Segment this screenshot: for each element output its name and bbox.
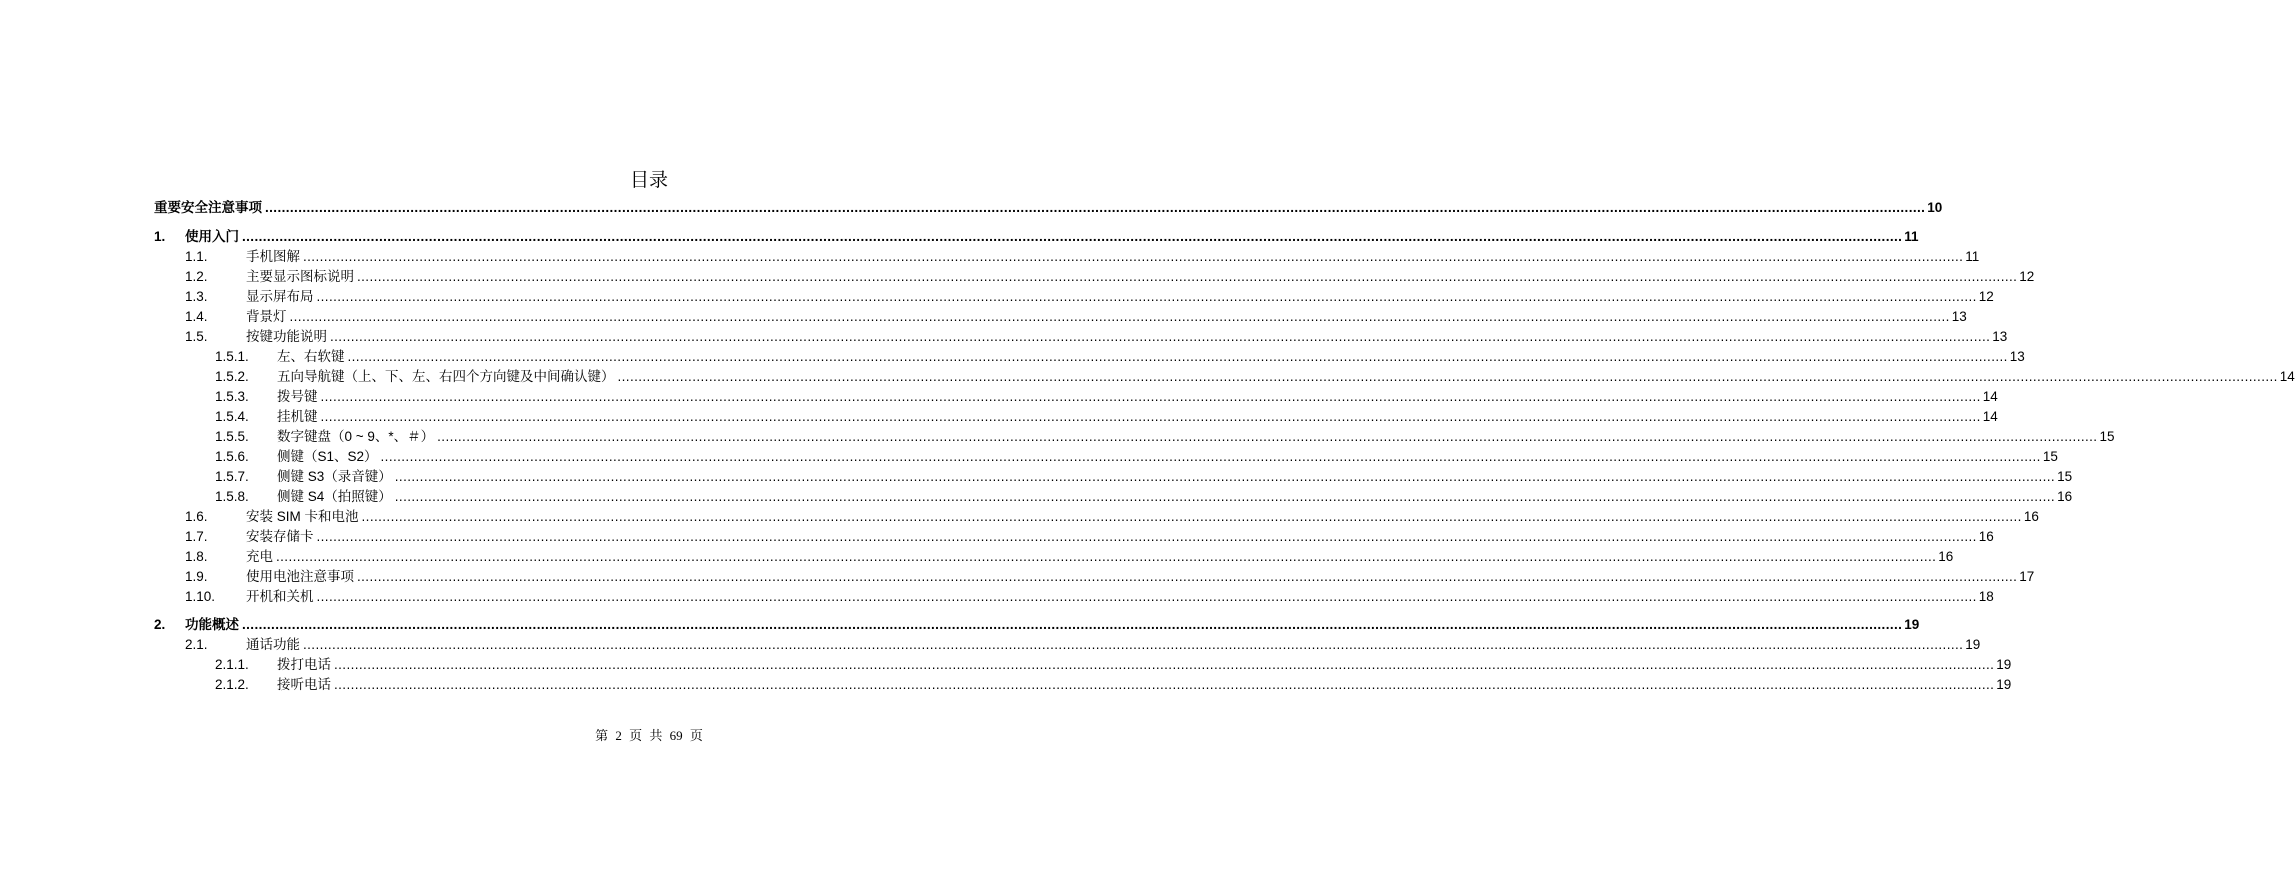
toc-entry-number: 1.6. [185,509,208,524]
toc-entry-page-number: 17 [2019,569,2035,584]
toc-entry[interactable] [0,527,1994,547]
dot-leader: ................................................................................................................................................................................................................................................................................................................................................................................................................ [330,329,1991,344]
toc-entry-page-number: 11 [1904,229,1919,244]
toc-entry[interactable] [0,247,1980,267]
toc-entry[interactable] [0,367,2295,387]
toc-entry-title: 接听电话 [277,677,331,692]
toc-entry-number: 1.5.6. [215,449,249,464]
toc-entry-title: 主要显示图标说明 [246,269,354,284]
toc-entry-title: 手机图解 [246,249,300,264]
toc-entry-page-number: 16 [1978,529,1994,544]
toc-entry-page-number: 16 [1938,549,1954,564]
toc-entry-title: 使用电池注意事项 [246,569,354,584]
toc-entry-title: 功能概述 [185,617,239,632]
toc-entry-number: 1.5.8. [215,489,249,504]
toc-entry-page-number: 19 [1904,617,1920,632]
toc-entry-number: 1.1. [185,249,208,264]
toc-entry-number: 1. [154,229,166,244]
toc-entry[interactable] [0,387,1998,407]
toc-entry[interactable] [0,447,2058,467]
toc-entry[interactable] [0,307,1967,327]
dot-leader: ................................................................................................................................................................................................................................................................................................................................................................................................................ [334,677,1995,692]
toc-entry-title: 按键功能说明 [246,329,327,344]
toc-entry-number: 1.5.2. [215,369,249,384]
dot-leader: ................................................................................................................................................................................................................................................................................................................................................................................................................ [334,657,1995,672]
toc-entry-title: 开机和关机 [246,589,314,604]
toc-entry-page-number: 16 [2023,509,2039,524]
toc-entry[interactable] [0,655,2012,675]
toc-entry[interactable] [0,635,1981,655]
toc-entry-title: 左、右软键 [277,349,345,364]
toc-entry-number: 1.5.7. [215,469,249,484]
dot-leader: ................................................................................................................................................................................................................................................................................................................................................................................................................ [437,429,2098,444]
toc-entry-title: 五向导航键（上、下、左、右四个方向键及中间确认键） [277,369,615,384]
toc-entry-number: 1.4. [185,309,208,324]
toc-entry-title: 挂机键 [277,409,318,424]
toc-title: 目录 [629,169,668,191]
dot-leader: ................................................................................................................................................................................................................................................................................................................................................................................................................ [320,409,1981,424]
toc-entry-number: 1.5. [185,329,208,344]
toc-entry-number: 1.5.3. [215,389,249,404]
toc-entry-page-number: 19 [1996,657,2012,672]
dot-leader: ................................................................................................................................................................................................................................................................................................................................................................................................................ [316,529,1977,544]
toc-entry-number: 1.3. [185,289,208,304]
toc-entry-number: 1.5.1. [215,349,249,364]
dot-leader: ................................................................................................................................................................................................................................................................................................................................................................................................................ [394,469,2056,484]
toc-entry-title: 拨打电话 [277,657,331,672]
toc-entry-title: 背景灯 [246,309,287,324]
toc-entry[interactable] [0,347,2025,367]
toc-entry-number: 1.2. [185,269,208,284]
toc-entry-number: 2. [154,617,166,632]
toc-entry-number: 2.1.2. [215,677,249,692]
dot-leader: ................................................................................................................................................................................................................................................................................................................................................................................................................ [303,249,1964,264]
toc-entry-title: 安装存储卡 [246,529,314,544]
toc-entry[interactable] [0,675,2012,695]
toc-entry-title: 使用入门 [185,229,239,244]
toc-entry-title: 侧键 S4（拍照键） [277,489,392,504]
toc-entry-page-number: 13 [1951,309,1967,324]
dot-leader: ................................................................................................................................................................................................................................................................................................................................................................................................................ [316,589,1977,604]
toc-entry-title: 充电 [246,549,273,564]
dot-leader: ................................................................................................................................................................................................................................................................................................................................................................................................................ [394,489,2056,504]
toc-entry-number: 1.7. [185,529,208,544]
toc-entry-page-number: 10 [1927,200,1943,215]
dot-leader: ................................................................................................................................................................................................................................................................................................................................................................................................................ [316,289,1977,304]
toc-entry[interactable] [0,567,2035,587]
toc-entry-number: 1.5.5. [215,429,249,444]
dot-leader: ................................................................................................................................................................................................................................................................................................................................................................................................................ [361,509,2022,524]
toc-entry[interactable] [0,227,1919,247]
dot-leader: ................................................................................................................................................................................................................................................................................................................................................................................................................ [242,229,1903,244]
toc-entry-title: 安装 SIM 卡和电池 [246,509,359,524]
toc-entry-page-number: 19 [1996,677,2012,692]
toc-entry[interactable] [0,327,2008,347]
toc-entry[interactable] [0,547,1954,567]
toc-entry-page-number: 13 [1992,329,2008,344]
toc-entry[interactable] [0,587,1994,607]
toc-entry-page-number: 11 [1965,249,1980,264]
dot-leader: ................................................................................................................................................................................................................................................................................................................................................................................................................ [289,309,1950,324]
toc-entry[interactable] [0,507,2039,527]
dot-leader: ................................................................................................................................................................................................................................................................................................................................................................................................................ [276,549,1937,564]
dot-leader: ................................................................................................................................................................................................................................................................................................................................................................................................................ [357,269,2018,284]
dot-leader: ................................................................................................................................................................................................................................................................................................................................................................................................................ [380,449,2041,464]
toc-entry-title: 重要安全注意事项 [154,200,262,215]
toc-entry-page-number: 19 [1965,637,1981,652]
dot-leader: ................................................................................................................................................................................................................................................................................................................................................................................................................ [303,637,1964,652]
toc-entry-page-number: 14 [1982,409,1998,424]
toc-entry[interactable] [0,427,2115,447]
toc-entry-number: 1.9. [185,569,208,584]
toc-entry[interactable] [0,267,2035,287]
dot-leader: ................................................................................................................................................................................................................................................................................................................................................................................................................ [347,349,2008,364]
toc-entry-number: 1.8. [185,549,208,564]
dot-leader: ................................................................................................................................................................................................................................................................................................................................................................................................................ [617,369,2278,384]
toc-entry[interactable] [0,615,1920,635]
dot-leader: ................................................................................................................................................................................................................................................................................................................................................................................................................ [320,389,1981,404]
toc-entry-page-number: 13 [2009,349,2025,364]
toc-entry-title: 通话功能 [246,637,300,652]
toc-entry[interactable] [0,487,2073,507]
toc-entry-page-number: 15 [2099,429,2115,444]
toc-entry-page-number: 16 [2057,489,2073,504]
toc-entry[interactable] [0,287,1994,307]
toc-entry-title: 侧键 S3（录音键） [277,469,392,484]
toc-entry-number: 1.10. [185,589,216,604]
toc-entry-page-number: 15 [2057,469,2073,484]
toc-entry[interactable] [0,407,1998,427]
dot-leader: ................................................................................................................................................................................................................................................................................................................................................................................................................ [357,569,2018,584]
dot-leader: ................................................................................................................................................................................................................................................................................................................................................................................................................ [242,617,1903,632]
toc-entry-page-number: 14 [1982,389,1998,404]
toc-entry-page-number: 18 [1978,589,1994,604]
dot-leader: ................................................................................................................................................................................................................................................................................................................................................................................................................ [265,200,1926,215]
toc-entry-number: 2.1. [185,637,208,652]
toc-entry-number: 2.1.1. [215,657,249,672]
toc-entry[interactable] [0,467,2073,487]
toc-entry-page-number: 12 [2019,269,2035,284]
toc-entry-page-number: 15 [2042,449,2058,464]
toc-entry-page-number: 12 [1978,289,1994,304]
toc-entry-title: 拨号键 [277,389,318,404]
toc-entry-title: 侧键（S1、S2） [277,449,378,464]
toc-entry-number: 1.5.4. [215,409,249,424]
toc-entry-page-number: 14 [2279,369,2295,384]
toc-entry-title: 数字键盘（0 ~ 9、*、＃） [277,429,435,444]
toc-entry[interactable] [0,198,1943,218]
page-footer: 第 2 页 共 69 页 [595,728,703,743]
toc-entry-title: 显示屏布局 [246,289,314,304]
